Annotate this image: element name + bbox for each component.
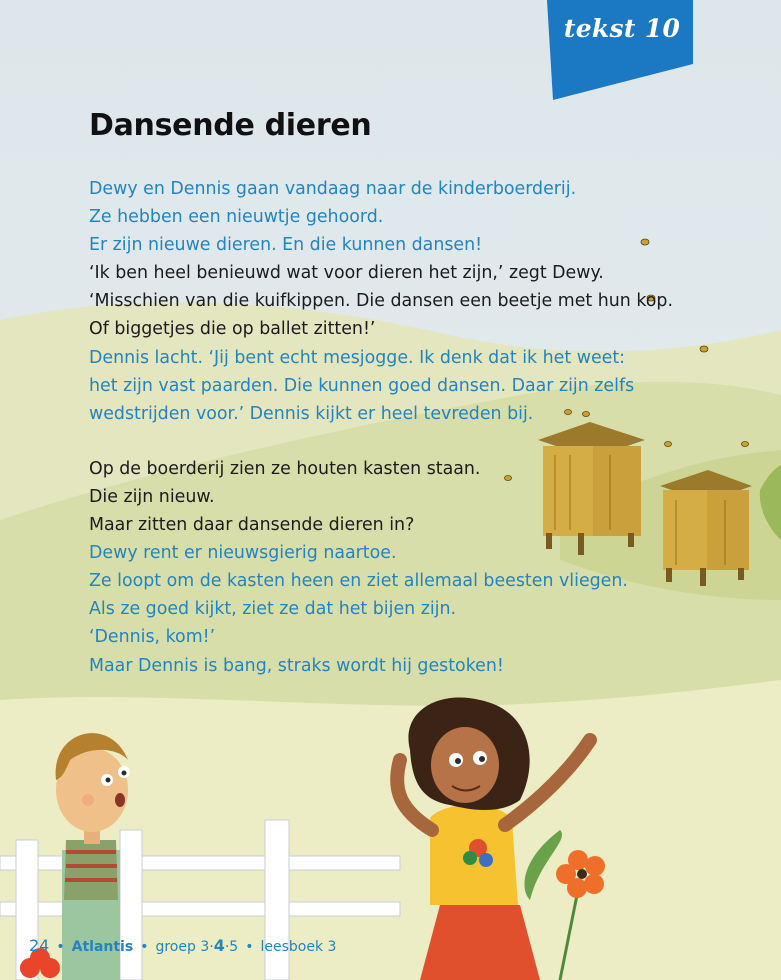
story-line: Maar zitten daar dansende dieren in? <box>89 515 415 536</box>
footer-group-current: 4 <box>213 936 225 955</box>
page-footer <box>29 936 336 955</box>
story-line: het zijn vast paarden. Die kunnen goed dansen. Daar zijn zelfs <box>89 375 635 396</box>
story-line: Ze hebben een nieuwtje gehoord. <box>89 207 384 228</box>
section-tab-label: tekst 10 <box>563 14 681 43</box>
story-line: ‘Ik ben heel benieuwd wat voor dieren het zijn,’ zegt Dewy. <box>89 263 604 284</box>
story-line: Maar Dennis is bang, straks wordt hij gestoken! <box>89 655 504 676</box>
story-line: Dennis lacht. ‘Jij bent echt mesjogge. Ik denk dat ik het weet: <box>89 347 626 368</box>
story-line: ‘Dennis, kom!’ <box>89 627 216 648</box>
paragraph-gap <box>89 428 689 455</box>
story-line: Of biggetjes die op ballet zitten!’ <box>89 319 376 340</box>
story-line: Op de boerderij zien ze houten kasten staan. <box>89 458 481 479</box>
page-title: Dansende dieren <box>89 108 372 143</box>
story-line: Ze loopt om de kasten heen en ziet allemaal beesten vliegen. <box>89 571 628 592</box>
story-paragraph <box>89 175 689 428</box>
story-line: Als ze goed kijkt, ziet ze dat het bijen zijn. <box>89 599 457 620</box>
story-line: Er zijn nieuwe dieren. En die kunnen dansen! <box>89 235 483 256</box>
footer-dot: · <box>224 939 230 955</box>
story-line: Dewy en Dennis gaan vandaag naar de kinderboerderij. <box>89 179 577 199</box>
page-number: 24 <box>29 936 50 955</box>
footer-dot: · <box>209 939 214 955</box>
story-line: ‘Misschien van die kuifkippen. Die dansen een beetje met hun kop. <box>89 291 673 312</box>
footer-brand: Atlantis <box>71 939 134 955</box>
story-line: Die zijn nieuw. <box>89 486 215 507</box>
bullet-separator: • <box>245 939 254 955</box>
story-paragraph <box>89 455 689 680</box>
footer-group-suffix: 5 <box>229 939 239 955</box>
story-line: wedstrijden voor.’ Dennis kijkt er heel tevreden bij. <box>89 403 534 424</box>
bullet-separator: • <box>56 939 65 955</box>
footer-group-prefix: groep 3 <box>155 939 210 955</box>
bullet-separator: • <box>140 939 149 955</box>
story-line: Dewy rent er nieuwsgierig naartoe. <box>89 543 397 564</box>
footer-book: leesboek 3 <box>260 939 337 955</box>
story-text <box>89 175 689 680</box>
